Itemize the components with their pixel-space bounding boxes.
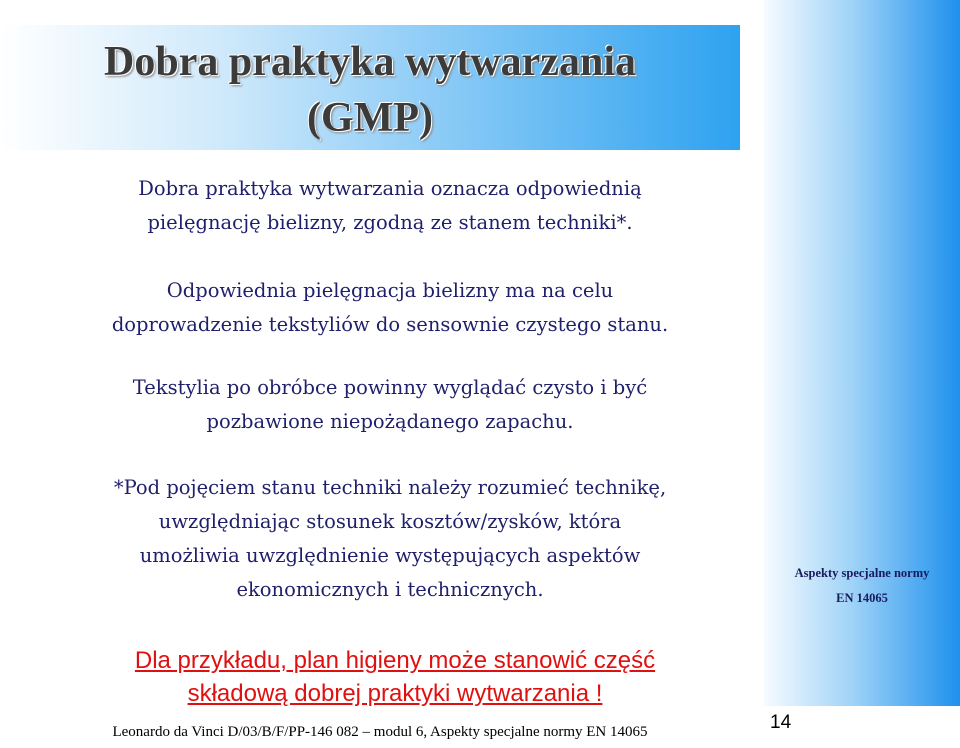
paragraph-purpose bbox=[40, 274, 740, 342]
paragraph-line: *Pod pojęciem stanu techniki należy rozumieć technikę, bbox=[113, 476, 667, 499]
side-panel bbox=[764, 0, 960, 706]
paragraph-textile-condition bbox=[40, 371, 740, 439]
paragraph-line: Odpowiednia pielęgnacja bielizny ma na celu bbox=[166, 279, 614, 302]
paragraph-line: pozbawione niepożądanego zapachu. bbox=[206, 410, 574, 433]
paragraph-gmp-definition bbox=[40, 172, 740, 240]
slide-title-line-1: Dobra praktyka wytwarzania bbox=[104, 39, 636, 85]
paragraph-line: Dobra praktyka wytwarzania oznacza odpowiednią bbox=[138, 177, 642, 200]
paragraph-line: doprowadzenie tekstyliów do sensownie czystego stanu. bbox=[111, 313, 669, 336]
paragraph-line: Tekstylia po obróbce powinny wyglądać czysto i być bbox=[132, 376, 648, 399]
example-note-line-1: Dla przykładu, plan higieny może stanowić część bbox=[134, 647, 656, 674]
page-number: 14 bbox=[770, 712, 792, 733]
paragraph-line: umożliwia uwzględnienie występujących aspektów bbox=[139, 544, 641, 567]
paragraph-line: pielęgnację bielizny, zgodną ze stanem techniki*. bbox=[147, 211, 633, 234]
paragraph-state-of-art-footnote bbox=[40, 471, 740, 607]
paragraph-line: ekonomicznych i technicznych. bbox=[236, 578, 544, 601]
side-panel-label bbox=[764, 566, 960, 606]
side-panel-label-line-2: EN 14065 bbox=[836, 591, 888, 605]
slide-title-line-2: (GMP) bbox=[307, 95, 433, 141]
paragraph-line: uwzględniając stosunek kosztów/zysków, która bbox=[158, 510, 622, 533]
side-panel-label-line-1: Aspekty specjalne normy bbox=[794, 566, 930, 580]
example-note-line-2: składową dobrej praktyki wytwarzania ! bbox=[187, 680, 603, 707]
slide-footer: Leonardo da Vinci D/03/B/F/PP-146 082 – modul 6, Aspekty specjalne normy EN 14065 bbox=[112, 724, 648, 740]
